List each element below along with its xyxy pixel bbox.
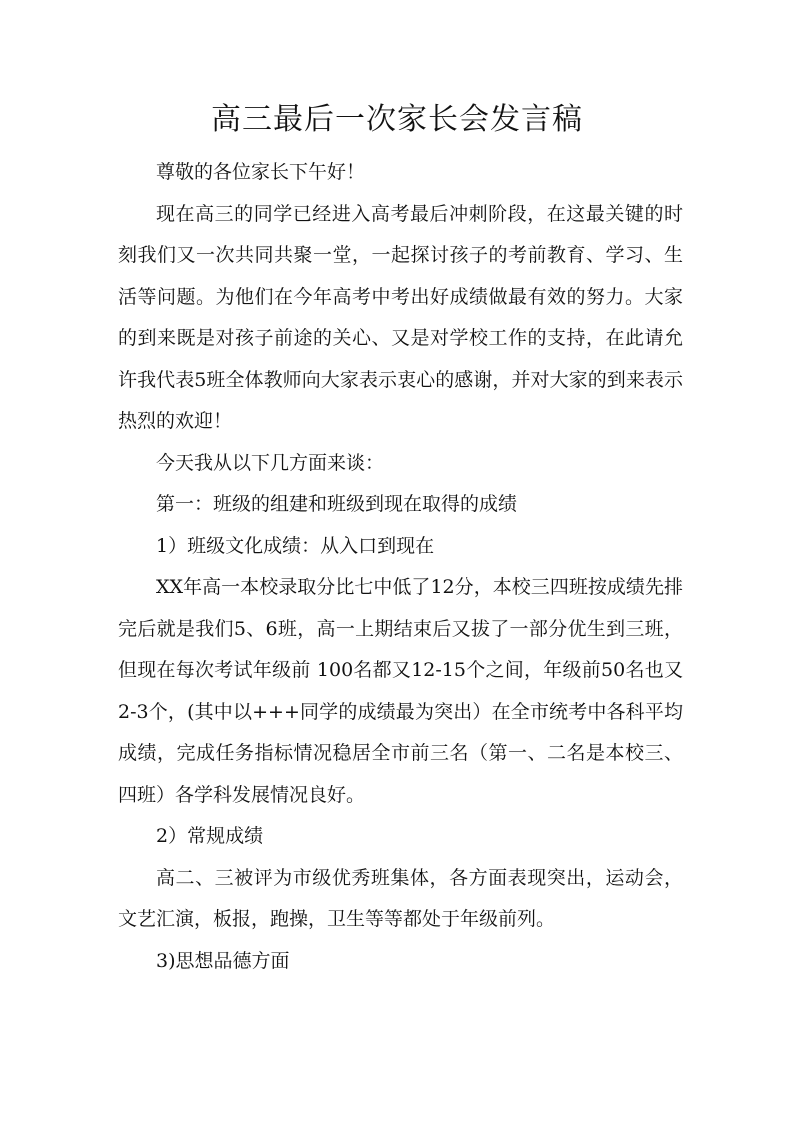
- subsection-heading-3: 3)思想品德方面: [156, 949, 290, 972]
- document-body: [118, 152, 683, 982]
- paragraph-outline: 今天我从以下几方面来谈：: [156, 451, 385, 474]
- subsection-heading-2: 2）常规成绩: [156, 825, 264, 847]
- paragraph-greeting: 尊敬的各位家长下午好！: [156, 161, 366, 183]
- document-title: 高三最后一次家长会发言稿: [211, 102, 583, 137]
- section-heading-1: 第一：班级的组建和班级到现在取得的成绩: [156, 493, 518, 515]
- paragraph-intro: 现在高三的同学已经进入高考最后冲刺阶段，在这最关键的时刻我们又一次共同共聚一堂，一起探讨孩子的考前教育、学习、生活等问题。为他们在今年高考中考出好成绩做最有效的努力。大家的到来既是对孩子前途的关心、又是对学校工作的支持，在此请允许我代表5班全体教师向大家表示衷心的感谢，并对大家的到来表示热烈的欢迎！: [118, 202, 683, 432]
- paragraph-academic-results: XX年高一本校录取分比七中低了12分，本校三四班按成绩先排完后就是我们5、6班，高一上期结束后又拔了一部分优生到三班，但现在每次考试年级前 100名都又12-15个之间，年级前50名也又2-3个，(其中以+++同学的成绩最为突出）在全市统考中各科平均成绩，完成任务指标情况稳居全市前三名（第一、二名是本校三、四班）各学科发展情况良好。: [118, 576, 683, 806]
- paragraph-routine-results: 高二、三被评为市级优秀班集体，各方面表现突出，运动会，文艺汇演，板报，跑操，卫生等等都处于年级前列。: [118, 866, 683, 930]
- subsection-heading-1: 1）班级文化成绩：从入口到现在: [156, 534, 435, 557]
